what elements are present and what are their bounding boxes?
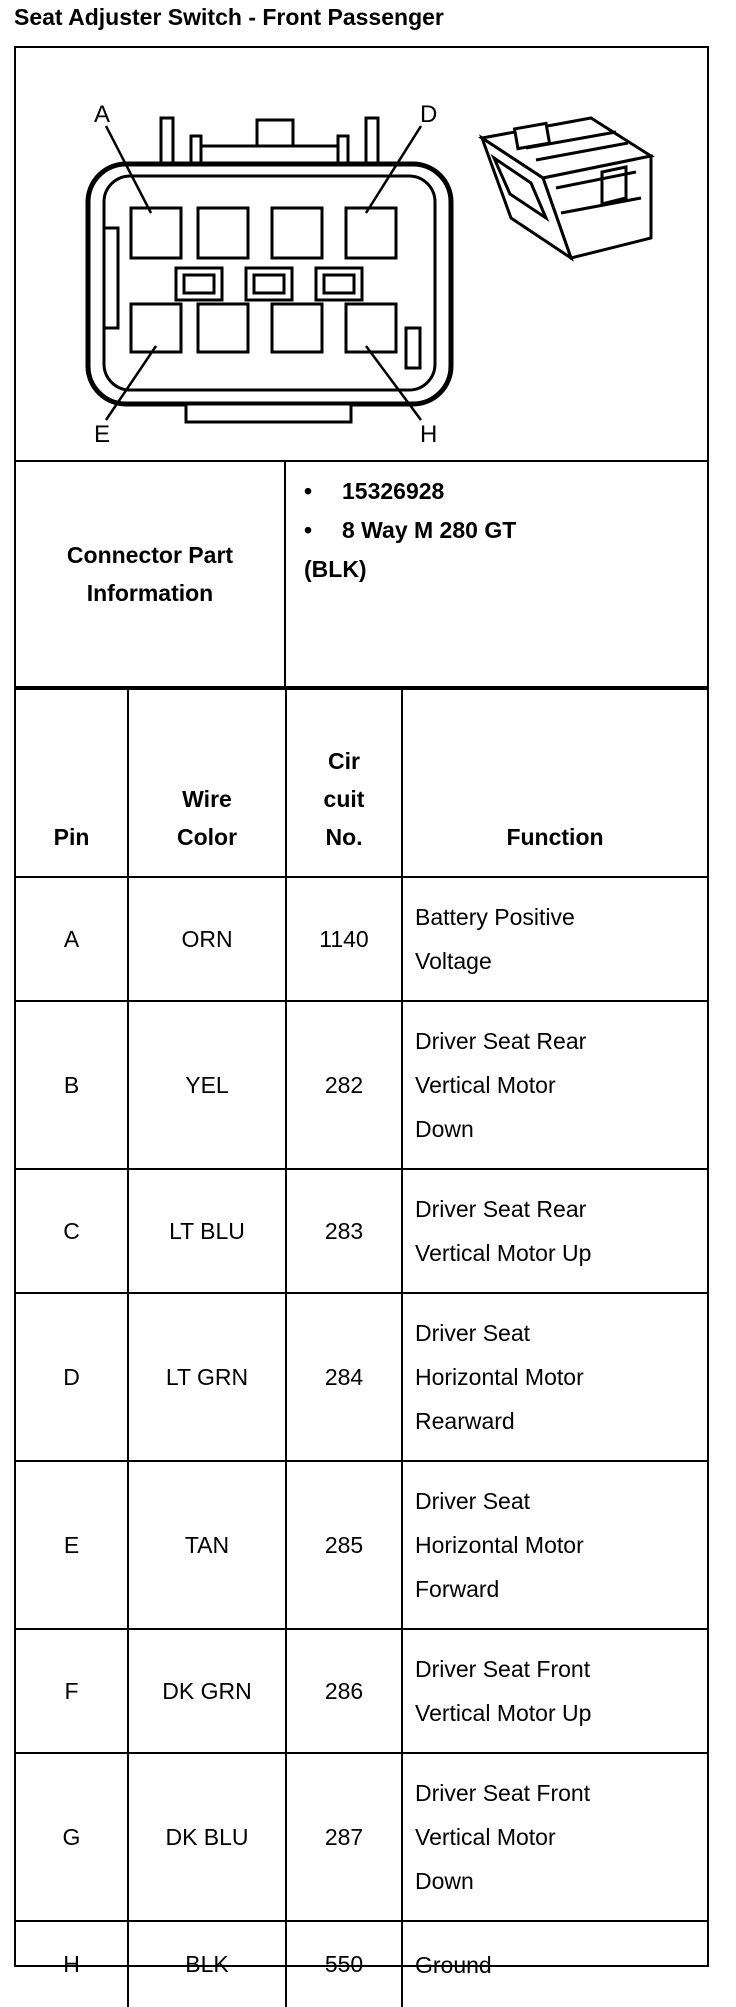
wire-color-cell: DK GRN [128, 1629, 286, 1753]
table-row [16, 1629, 707, 1753]
header-function: Function [402, 689, 707, 877]
function-line: Driver Seat Rear [415, 1028, 587, 1054]
pin-cell: B [16, 1001, 128, 1169]
connector-info-values [286, 462, 707, 589]
part-number-item: • 15326928 [304, 472, 707, 511]
pin-label-a: A [94, 101, 111, 128]
table-row [16, 1293, 707, 1461]
function-line: Ground [415, 1951, 492, 1978]
function-cell [402, 1169, 707, 1293]
header-wire-color: Wire Color [128, 689, 286, 877]
wire-color-cell: DK BLU [128, 1753, 286, 1921]
table-row [16, 877, 707, 1001]
header-circuit-no: Cir cuit No. [286, 689, 402, 877]
circuit-cell: 284 [286, 1293, 402, 1461]
connector-color-code: (BLK) [304, 556, 367, 582]
pinout-table [16, 688, 707, 2007]
connector-face-drawing [16, 48, 711, 462]
function-line: Down [415, 1116, 474, 1142]
function-line: Vertical Motor [415, 1824, 556, 1850]
table-row [16, 1461, 707, 1629]
connector-diagram [16, 48, 707, 462]
circuit-cell: 285 [286, 1461, 402, 1629]
wire-color-cell: YEL [128, 1001, 286, 1169]
connector-tabs [161, 118, 378, 166]
pin-cell: E [16, 1461, 128, 1629]
function-line: Horizontal Motor [415, 1364, 584, 1390]
connector-description: 8 Way M 280 GT [342, 517, 517, 543]
function-line: Vertical Motor [415, 1072, 556, 1098]
function-line: Horizontal Motor [415, 1532, 584, 1558]
table-header-row [16, 689, 707, 877]
part-number: 15326928 [342, 478, 445, 504]
table-row [16, 1753, 707, 1921]
function-line: Forward [415, 1576, 500, 1602]
function-line: Driver Seat Rear [415, 1196, 587, 1222]
function-cell [402, 1293, 707, 1461]
circuit-cell: 287 [286, 1753, 402, 1921]
wire-color-cell: ORN [128, 877, 286, 1001]
function-line: Rearward [415, 1408, 515, 1434]
header-pin: Pin [16, 689, 128, 877]
table-row [16, 1169, 707, 1293]
function-line: Voltage [415, 948, 492, 974]
wire-color-cell: LT GRN [128, 1293, 286, 1461]
function-cell [402, 1629, 707, 1753]
function-line: Driver Seat [415, 1320, 531, 1346]
function-line: Driver Seat Front [415, 1780, 591, 1806]
connector-3d-illustration [482, 118, 651, 258]
circuit-cell: 286 [286, 1629, 402, 1753]
function-line: Driver Seat [415, 1488, 531, 1514]
connector-table [14, 46, 709, 1978]
pin-label-h: H [420, 421, 438, 448]
connector-info-label [16, 462, 286, 686]
pin-label-d: D [420, 101, 438, 128]
function-line: Vertical Motor Up [415, 1240, 592, 1266]
function-cell [402, 1921, 707, 2007]
function-cell [402, 1753, 707, 1921]
page-title: Seat Adjuster Switch - Front Passenger [14, 4, 444, 30]
function-line: Driver Seat Front [415, 1656, 591, 1682]
keying-slots [176, 268, 362, 300]
pin-cell: F [16, 1629, 128, 1753]
circuit-cell: 550 [286, 1921, 402, 2007]
table-row [16, 1921, 707, 2007]
function-line: Battery Positive [415, 904, 575, 930]
description-item: • 8 Way M 280 GT [304, 511, 707, 550]
info-label-line: Information [86, 580, 214, 606]
wire-color-cell: TAN [128, 1461, 286, 1629]
table-row [16, 1001, 707, 1169]
pin-cell: G [16, 1753, 128, 1921]
circuit-cell: 1140 [286, 877, 402, 1001]
connector-part-info [16, 462, 707, 688]
info-label-line: Connector Part [66, 542, 234, 568]
pin-cell: D [16, 1293, 128, 1461]
circuit-cell: 282 [286, 1001, 402, 1169]
function-line: Down [415, 1868, 474, 1894]
function-cell [402, 877, 707, 1001]
pin-cell: C [16, 1169, 128, 1293]
pin-cell: H [16, 1921, 128, 2007]
wire-color-cell: BLK [128, 1921, 286, 2007]
pin-label-e: E [94, 421, 111, 448]
function-line: Vertical Motor Up [415, 1700, 592, 1726]
function-cell [402, 1461, 707, 1629]
pin-cell: A [16, 877, 128, 1001]
wire-color-cell: LT BLU [128, 1169, 286, 1293]
circuit-cell: 283 [286, 1169, 402, 1293]
function-cell [402, 1001, 707, 1169]
